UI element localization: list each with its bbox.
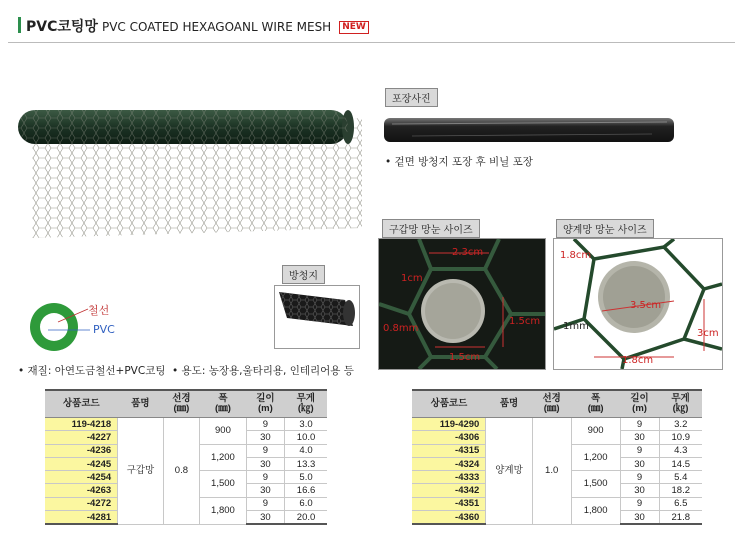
packaged-roll-photo: [382, 112, 678, 146]
product-name: 양계망: [486, 418, 532, 525]
product-code: -4254: [45, 471, 118, 484]
roll-length: 30: [620, 457, 659, 470]
product-code: -4324: [412, 457, 486, 470]
product-code: -4360: [412, 511, 486, 525]
roll-length: 30: [246, 484, 284, 497]
product-code: -4245: [45, 457, 118, 470]
col-code: 상품코드: [45, 390, 118, 418]
roll-length: 9: [246, 444, 284, 457]
col-width: 폭 (㎜): [571, 390, 620, 418]
rust-paper-tag: 방청지: [282, 265, 325, 284]
gugap-right-dim: 1.5cm: [509, 316, 541, 327]
yanggye-wire-dim: 1mm: [563, 321, 589, 332]
roll-length: 9: [620, 471, 659, 484]
product-code: -4315: [412, 444, 486, 457]
mesh-width: 1,200: [571, 444, 620, 471]
col-weight: 무게 (㎏): [659, 390, 702, 418]
gugap-spec-table: [45, 389, 327, 525]
product-code: -4227: [45, 431, 118, 444]
roll-length: 30: [620, 484, 659, 497]
product-code: 119-4290: [412, 418, 486, 431]
roll-length: 9: [620, 418, 659, 431]
roll-weight: 14.5: [659, 457, 702, 470]
mesh-width: 1,800: [571, 497, 620, 524]
mesh-width: 1,500: [571, 471, 620, 498]
wire-cross-section: [28, 300, 138, 356]
yanggye-top-dim: 1.8cm: [560, 250, 592, 261]
roll-weight: 13.3: [285, 457, 327, 470]
product-code: -4342: [412, 484, 486, 497]
col-length: 길이 (m): [246, 390, 284, 418]
roll-length: 9: [620, 444, 659, 457]
mesh-width: 1,800: [200, 497, 247, 524]
gugap-bottom-dim: 1.5cm: [449, 352, 481, 363]
roll-weight: 10.9: [659, 431, 702, 444]
mesh-width: 1,500: [200, 471, 247, 498]
roll-weight: 16.6: [285, 484, 327, 497]
pvc-label: PVC: [93, 323, 115, 336]
col-gauge: 선경 (㎜): [532, 390, 571, 418]
rust-paper-photo: [274, 285, 360, 349]
title-accent-bar: [18, 17, 21, 33]
wire-gauge: 0.8: [163, 418, 200, 525]
mesh-width: 1,200: [200, 444, 247, 471]
gugap-size-tag: 구갑망 망눈 사이즈: [382, 219, 480, 238]
new-badge: NEW: [339, 21, 369, 34]
roll-length: 9: [246, 497, 284, 510]
product-code: -4281: [45, 511, 118, 525]
gugap-wire-dim: 0.8mm: [383, 323, 419, 334]
product-name: 구갑망: [118, 418, 163, 525]
col-name: 품명: [486, 390, 532, 418]
roll-weight: 6.0: [285, 497, 327, 510]
col-length: 길이 (m): [620, 390, 659, 418]
roll-weight: 4.3: [659, 444, 702, 457]
table-row: [412, 418, 702, 431]
product-code: -4351: [412, 497, 486, 510]
roll-length: 30: [246, 431, 284, 444]
mesh-width: 900: [200, 418, 247, 445]
product-code: -4333: [412, 471, 486, 484]
roll-length: 30: [620, 511, 659, 525]
page-title: [26, 16, 369, 36]
yanggye-bottom-dim: 1.8cm: [622, 355, 654, 366]
col-name: 품명: [118, 390, 163, 418]
roll-length: 30: [246, 457, 284, 470]
col-gauge: 선경 (㎜): [163, 390, 200, 418]
roll-weight: 21.8: [659, 511, 702, 525]
col-width: 폭 (㎜): [200, 390, 247, 418]
mesh-width: 900: [571, 418, 620, 445]
yanggye-center-dim: 3.5cm: [630, 300, 662, 311]
gugap-left-dim: 1cm: [401, 273, 423, 284]
product-code: -4306: [412, 431, 486, 444]
product-code: -4263: [45, 484, 118, 497]
roll-weight: 5.4: [659, 471, 702, 484]
gugap-top-dim: 2.3cm: [452, 247, 484, 258]
product-code: 119-4218: [45, 418, 118, 431]
roll-length: 30: [620, 431, 659, 444]
roll-weight: 10.0: [285, 431, 327, 444]
material-note: • 재질: 아연도금철선+PVC코팅: [18, 365, 166, 377]
title-english: PVC COATED HEXAGOANL WIRE MESH: [101, 20, 332, 34]
wire-gauge: 1.0: [532, 418, 571, 525]
packaging-tag: 포장사진: [385, 88, 438, 107]
title-korean: PVC코팅망: [26, 19, 98, 35]
usage-note: • 용도: 농장용,울타리용, 인테리어용 등: [172, 365, 354, 377]
roll-length: 9: [246, 471, 284, 484]
table-header-row: [412, 390, 702, 418]
wire-label: 철선: [88, 304, 110, 317]
roll-weight: 3.2: [659, 418, 702, 431]
col-code: 상품코드: [412, 390, 486, 418]
yanggye-spec-table: [412, 389, 702, 525]
yanggye-size-tag: 양계망 망눈 사이즈: [556, 219, 654, 238]
roll-weight: 20.0: [285, 511, 327, 525]
roll-weight: 18.2: [659, 484, 702, 497]
roll-length: 9: [246, 418, 284, 431]
roll-weight: 3.0: [285, 418, 327, 431]
col-weight: 무게 (㎏): [285, 390, 327, 418]
roll-length: 9: [620, 497, 659, 510]
roll-weight: 6.5: [659, 497, 702, 510]
product-code: -4236: [45, 444, 118, 457]
table-header-row: [45, 390, 327, 418]
roll-weight: 4.0: [285, 444, 327, 457]
roll-length: 30: [246, 511, 284, 525]
header-divider: [8, 42, 735, 43]
product-code: -4272: [45, 497, 118, 510]
roll-weight: 5.0: [285, 471, 327, 484]
packaging-note: • 겉면 방청지 포장 후 비닐 포장: [385, 156, 533, 168]
table-row: [45, 418, 327, 431]
mesh-roll-photo: [12, 98, 367, 238]
yanggye-right-dim: 3cm: [697, 328, 719, 339]
